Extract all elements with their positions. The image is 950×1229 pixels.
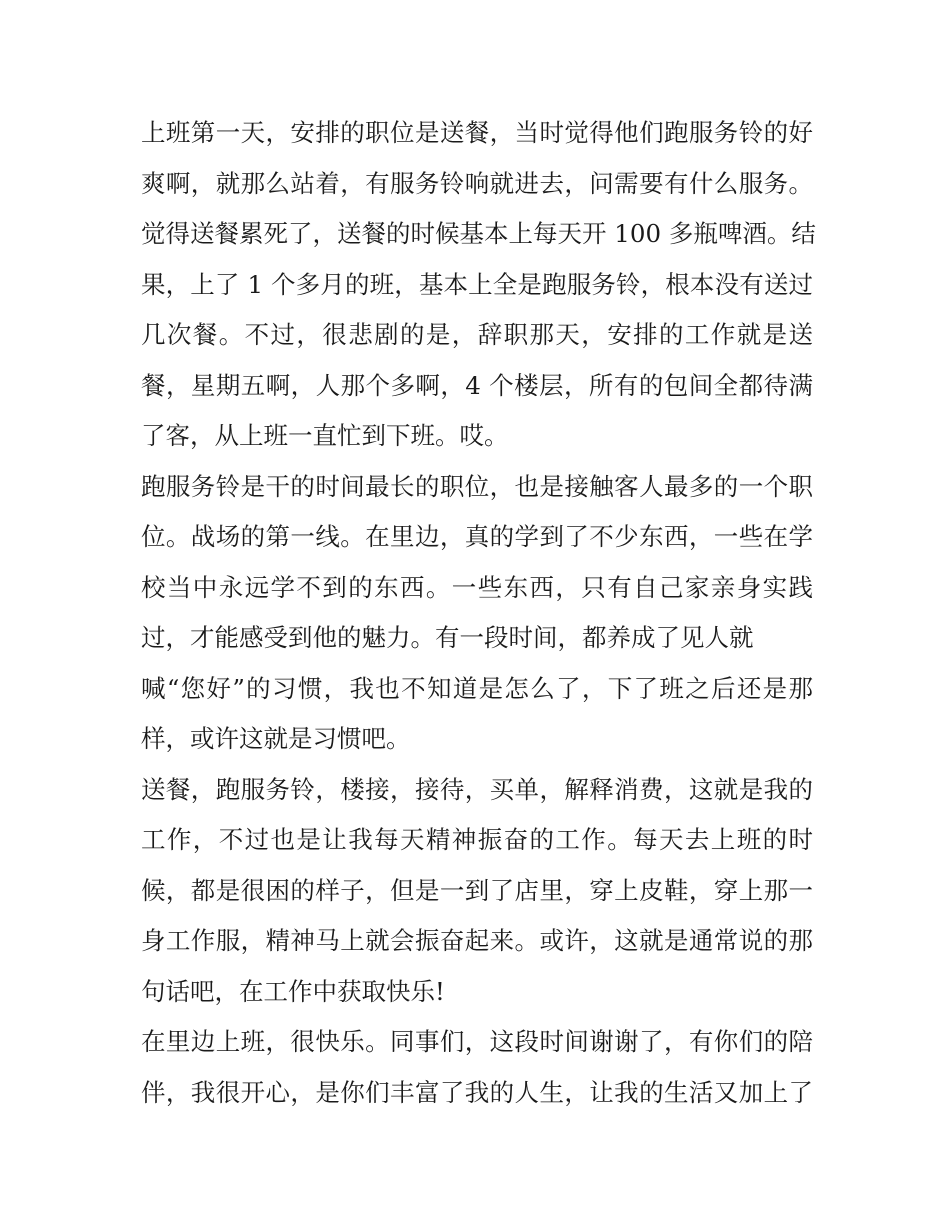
- text-line: 身工作服，精神马上就会振奋起来。或许，这就是通常说的那: [141, 926, 813, 955]
- text-line: 了客，从上班一直忙到下班。哎。: [141, 421, 509, 450]
- text-line: 爽啊，就那么站着，有服务铃响就进去，问需要有什么服务。: [141, 168, 813, 198]
- text-line: 觉得送餐累死了，送餐的时候基本上每天开 100 多瓶啤酒。结: [141, 219, 816, 248]
- text-line: 跑服务铃是干的时间最长的职位，也是接触客人最多的一个职: [141, 471, 813, 501]
- document-body: [141, 108, 816, 1118]
- text-line: 句话吧，在工作中获取快乐!: [141, 976, 445, 1006]
- text-line: 校当中永远学不到的东西。一些东西，只有自己家亲身实践: [141, 572, 813, 602]
- text-line: 喊“您好”的习惯，我也不知道是怎么了，下了班之后还是那: [141, 673, 813, 703]
- text-line: 在里边上班，很快乐。同事们，这段时间谢谢了，有你们的陪: [141, 1027, 813, 1056]
- text-line: 送餐，跑服务铃，楼接，接待，买单，解释消费，这就是我的: [141, 774, 813, 804]
- paragraph-2: [141, 462, 813, 765]
- text-line: 上班第一天，安排的职位是送餐，当时觉得他们跑服务铃的好: [141, 118, 813, 147]
- text-line: 果，上了 1 个多月的班，基本上全是跑服务铃，根本没有送过: [141, 269, 813, 299]
- text-line: 候，都是很困的样子，但是一到了店里，穿上皮鞋，穿上那一: [141, 875, 813, 905]
- text-line: 工作，不过也是让我每天精神振奋的工作。每天去上班的时: [141, 825, 813, 854]
- text-line: 几次餐。不过，很悲剧的是，辞职那天，安排的工作就是送: [141, 320, 813, 349]
- text-line: 位。战场的第一线。在里边，真的学到了不少东西，一些在学: [141, 522, 813, 551]
- text-line: 样，或许这就是习惯吧。: [141, 724, 411, 753]
- text-line: 餐，星期五啊，人那个多啊，4 个楼层，所有的包间全都待满: [141, 370, 813, 400]
- paragraph-4: [141, 1017, 813, 1118]
- text-line: 伴，我很开心，是你们丰富了我的人生，让我的生活又加上了: [141, 1077, 813, 1107]
- paragraph-3: [141, 765, 813, 1018]
- paragraph-1: [141, 108, 816, 462]
- text-line: 过，才能感受到他的魅力。有一段时间，都养成了见人就: [141, 623, 754, 652]
